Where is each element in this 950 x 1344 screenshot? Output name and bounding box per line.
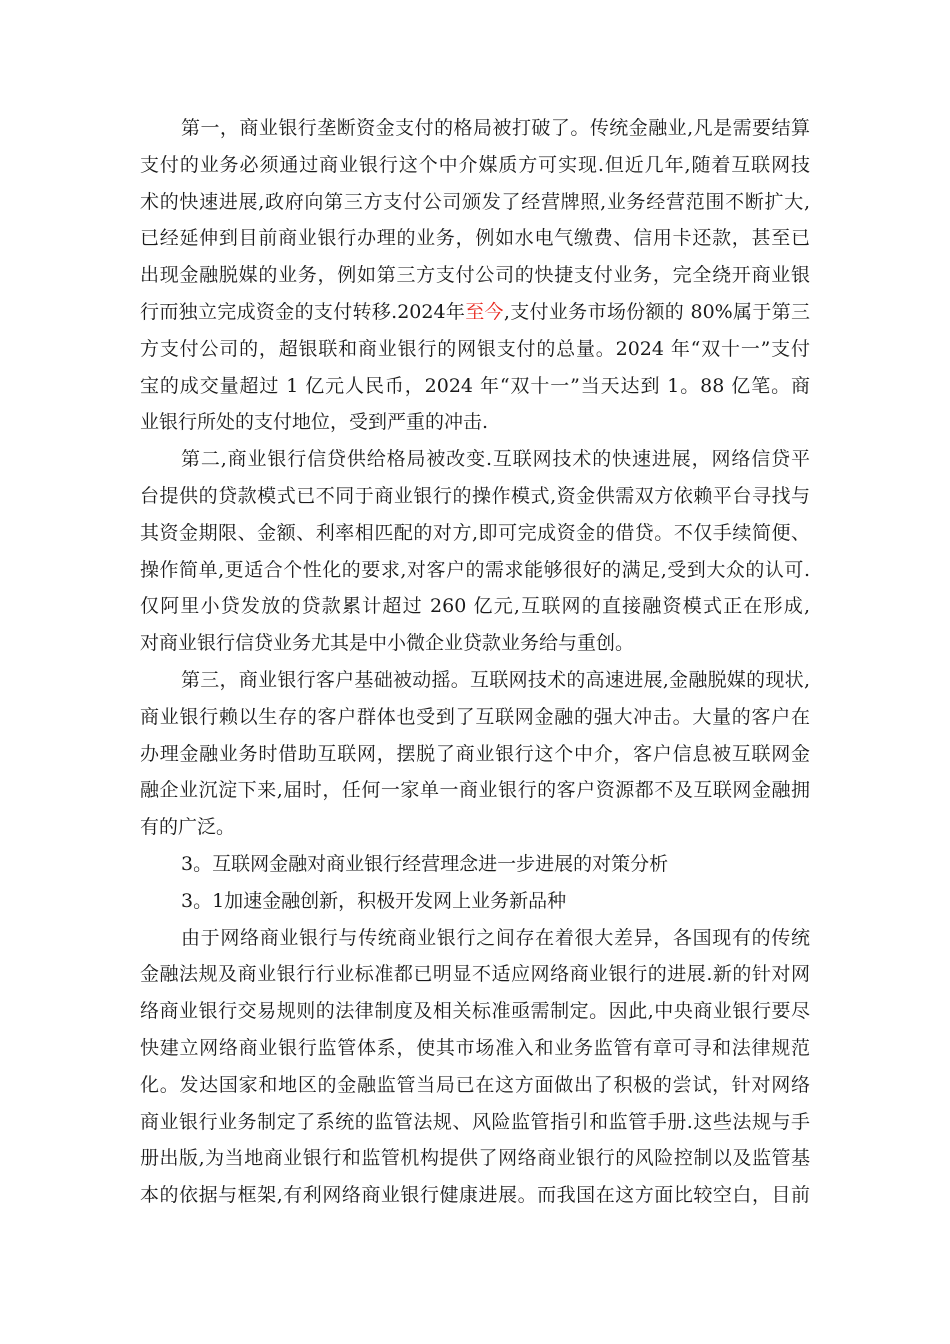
text-line: 金融法规及商业银行行业标准都已明显不适应网络商业银行的进展.新的针对网 bbox=[140, 963, 810, 986]
text-line: 化。发达国家和地区的金融监管当局已在这方面做出了积极的尝试，针对网络 bbox=[140, 1073, 810, 1096]
text-line: 第一，商业银行垄断资金支付的格局被打破了。传统金融业,凡是需要结算 bbox=[181, 117, 810, 139]
text-line: 台提供的贷款模式已不同于商业银行的操作模式,资金供需双方依赖平台寻找与 bbox=[140, 484, 810, 507]
text-line: 办理金融业务时借助互联网，摆脱了商业银行这个中介，客户信息被互联网金 bbox=[140, 742, 810, 765]
subsection-heading bbox=[140, 883, 810, 920]
paragraph-regulation bbox=[140, 920, 810, 1214]
text-line: 商业银行赖以生存的客户群体也受到了互联网金融的强大冲击。大量的客户在 bbox=[140, 705, 810, 728]
text-line: 操作简单,更适合个性化的要求,对客户的需求能够很好的满足,受到大众的认可. bbox=[140, 558, 810, 581]
paragraph-customer-base bbox=[140, 662, 810, 846]
text-line: 由于网络商业银行与传统商业银行之间存在着很大差异，各国现有的传统 bbox=[181, 926, 810, 949]
paragraph-credit-supply bbox=[140, 441, 810, 662]
text-segment: 行而独立完成资金的支付转移.2024年 bbox=[140, 300, 466, 323]
text-line: 支付的业务必须通过商业银行这个中介媒质方可实现.但近几年,随着互联网技 bbox=[140, 153, 810, 176]
text-line: 册出版,为当地商业银行和监管机构提供了网络商业银行的风险控制以及监管基 bbox=[140, 1147, 810, 1170]
text-line: 第三，商业银行客户基础被动摇。互联网技术的高速进展,金融脱媒的现状, bbox=[181, 668, 810, 691]
text-line: 对商业银行信贷业务尤其是中小微企业贷款业务给与重创。 bbox=[140, 632, 635, 655]
text-segment: ,支付业务市场份额的 80%属于第三 bbox=[503, 300, 810, 323]
text-line: 有的广泛。 bbox=[140, 816, 236, 839]
text-line: 快建立网络商业银行监管体系，使其市场准入和业务监管有章可寻和法律规范 bbox=[140, 1036, 810, 1059]
text-line: 宝的成交量超过 1 亿元人民币，2024 年“双十一”当天达到 1。88 亿笔。商 bbox=[140, 374, 810, 397]
text-line: 已经延伸到目前商业银行办理的业务，例如水电气缴费、信用卡还款，甚至已 bbox=[140, 227, 810, 250]
section-heading bbox=[140, 846, 810, 883]
text-line: 其资金期限、金额、利率相匹配的对方,即可完成资金的借贷。不仅手续简便、 bbox=[140, 521, 810, 544]
text-line: 本的依据与框架,有利网络商业银行健康进展。而我国在这方面比较空白，目前 bbox=[140, 1184, 810, 1207]
heading-text: 3。互联网金融对商业银行经营理念进一步进展的对策分析 bbox=[181, 852, 669, 875]
text-line: 第二,商业银行信贷供给格局被改变.互联网技术的快速进展，网络信贷平 bbox=[181, 448, 810, 471]
text-line bbox=[140, 294, 810, 331]
text-line: 融企业沉淀下来,届时，任何一家单一商业银行的客户资源都不及互联网金融拥 bbox=[140, 779, 810, 802]
text-line: 络商业银行交易规则的法律制度及相关标准亟需制定。因此,中央商业银行要尽 bbox=[140, 1000, 810, 1023]
document-page bbox=[140, 110, 810, 1214]
text-line: 出现金融脱媒的业务，例如第三方支付公司的快捷支付业务，完全绕开商业银 bbox=[140, 264, 810, 287]
highlighted-text: 至今 bbox=[465, 300, 504, 323]
text-line: 业银行所处的支付地位，受到严重的冲击. bbox=[140, 411, 489, 434]
text-line: 方支付公司的，超银联和商业银行的网银支付的总量。2024 年“双十一”支付 bbox=[140, 337, 810, 360]
text-line: 术的快速进展,政府向第三方支付公司颁发了经营牌照,业务经营范围不断扩大, bbox=[140, 190, 810, 213]
text-line: 商业银行业务制定了系统的监管法规、风险监管指引和监管手册.这些法规与手 bbox=[140, 1110, 810, 1133]
text-line: 仅阿里小贷发放的贷款累计超过 260 亿元,互联网的直接融资模式正在形成, bbox=[140, 595, 810, 618]
heading-text: 3。1加速金融创新，积极开发网上业务新品种 bbox=[181, 889, 567, 912]
paragraph-payment-monopoly bbox=[140, 110, 810, 441]
